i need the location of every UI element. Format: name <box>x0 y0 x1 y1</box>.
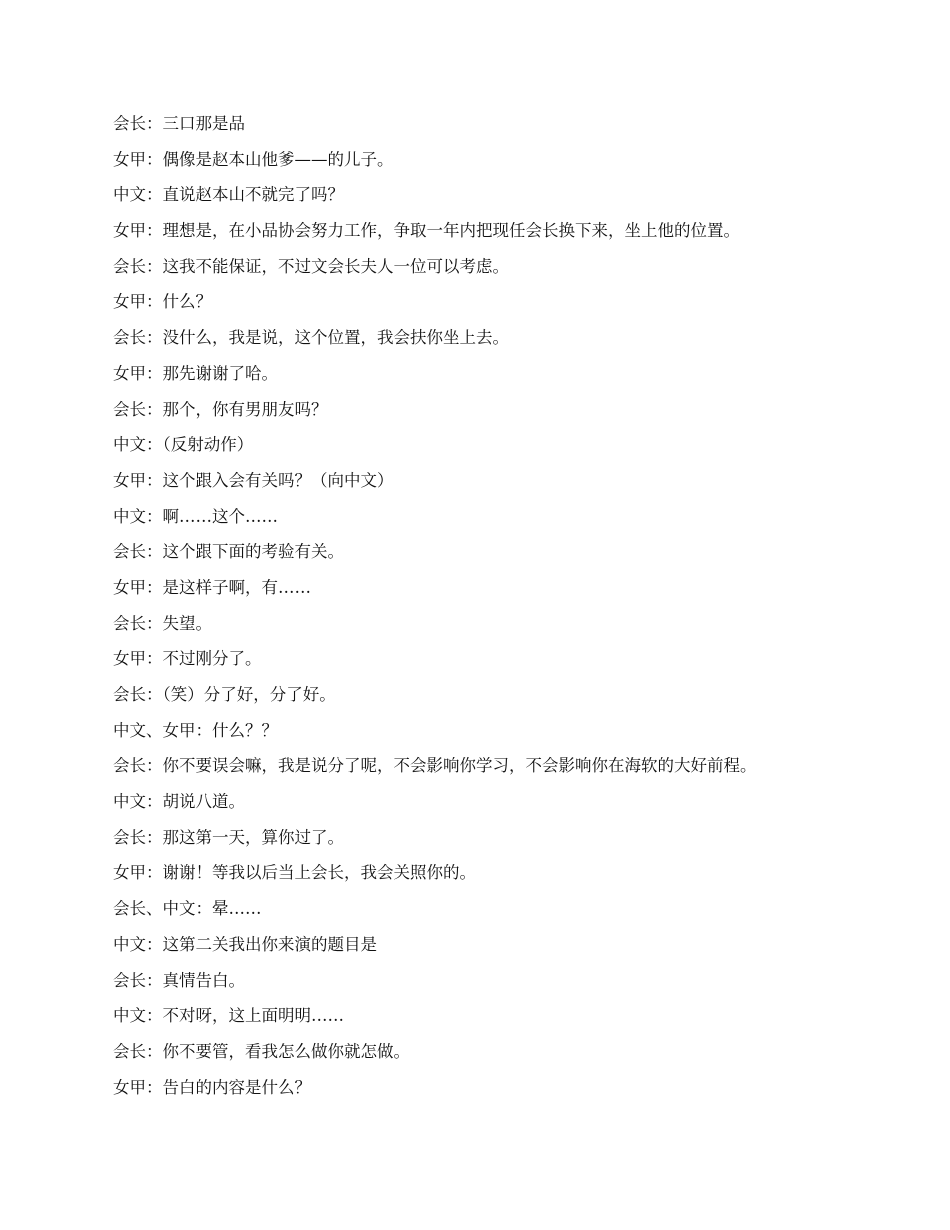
dialogue-line: 中文：不对呀，这上面明明…… <box>113 1006 344 1026</box>
dialogue-line: 会长：（笑）分了好，分了好。 <box>113 685 336 704</box>
dialogue-line: 会长：那个，你有男朋友吗？ <box>113 399 328 419</box>
dialogue-line: 女甲：告白的内容是什么？ <box>113 1077 311 1097</box>
dialogue-line: 会长：失望。 <box>113 613 212 633</box>
dialogue-line: 会长、中文：晕…… <box>113 899 262 919</box>
dialogue-line: 中文：直说赵本山不就完了吗？ <box>113 185 344 205</box>
dialogue-line: 女甲：这个跟入会有关吗？（向中文） <box>113 470 394 490</box>
script-dialogue <box>113 110 893 1109</box>
dialogue-line: 中文、女甲：什么？？ <box>113 720 278 740</box>
dialogue-line: 女甲：偶像是赵本山他爹——的儿子。 <box>113 149 394 169</box>
dialogue-line: 女甲：那先谢谢了哈。 <box>113 363 278 383</box>
dialogue-line: 会长：你不要误会嘛，我是说分了呢，不会影响你学习，不会影响你在海软的大好前程。 <box>113 756 757 776</box>
dialogue-line: 女甲：什么？ <box>113 292 212 312</box>
dialogue-line: 女甲：不过刚分了。 <box>113 649 262 669</box>
dialogue-line: 会长：这我不能保证，不过文会长夫人一位可以考虑。 <box>113 256 509 276</box>
dialogue-line: 中文：（反射动作） <box>113 435 254 455</box>
dialogue-line: 中文：这第二关我出你来演的题目是 <box>113 934 377 954</box>
dialogue-line: 会长：三口那是品 <box>113 114 245 133</box>
dialogue-line: 会长：这个跟下面的考验有关。 <box>113 542 344 562</box>
dialogue-line: 会长：你不要管，看我怎么做你就怎做。 <box>113 1041 410 1061</box>
dialogue-line: 会长：真情告白。 <box>113 970 245 990</box>
dialogue-line: 中文：啊……这个…… <box>113 506 278 526</box>
dialogue-line: 会长：那这第一天，算你过了。 <box>113 827 344 847</box>
dialogue-line: 女甲：谢谢！等我以后当上会长，我会关照你的。 <box>113 863 476 883</box>
dialogue-line: 中文：胡说八道。 <box>113 792 245 812</box>
dialogue-line: 女甲：是这样子啊，有…… <box>113 577 311 597</box>
dialogue-line: 会长：没什么，我是说，这个位置，我会扶你坐上去。 <box>113 328 509 348</box>
dialogue-line: 女甲：理想是，在小品协会努力工作，争取一年内把现任会长换下来，坐上他的位置。 <box>113 221 740 241</box>
